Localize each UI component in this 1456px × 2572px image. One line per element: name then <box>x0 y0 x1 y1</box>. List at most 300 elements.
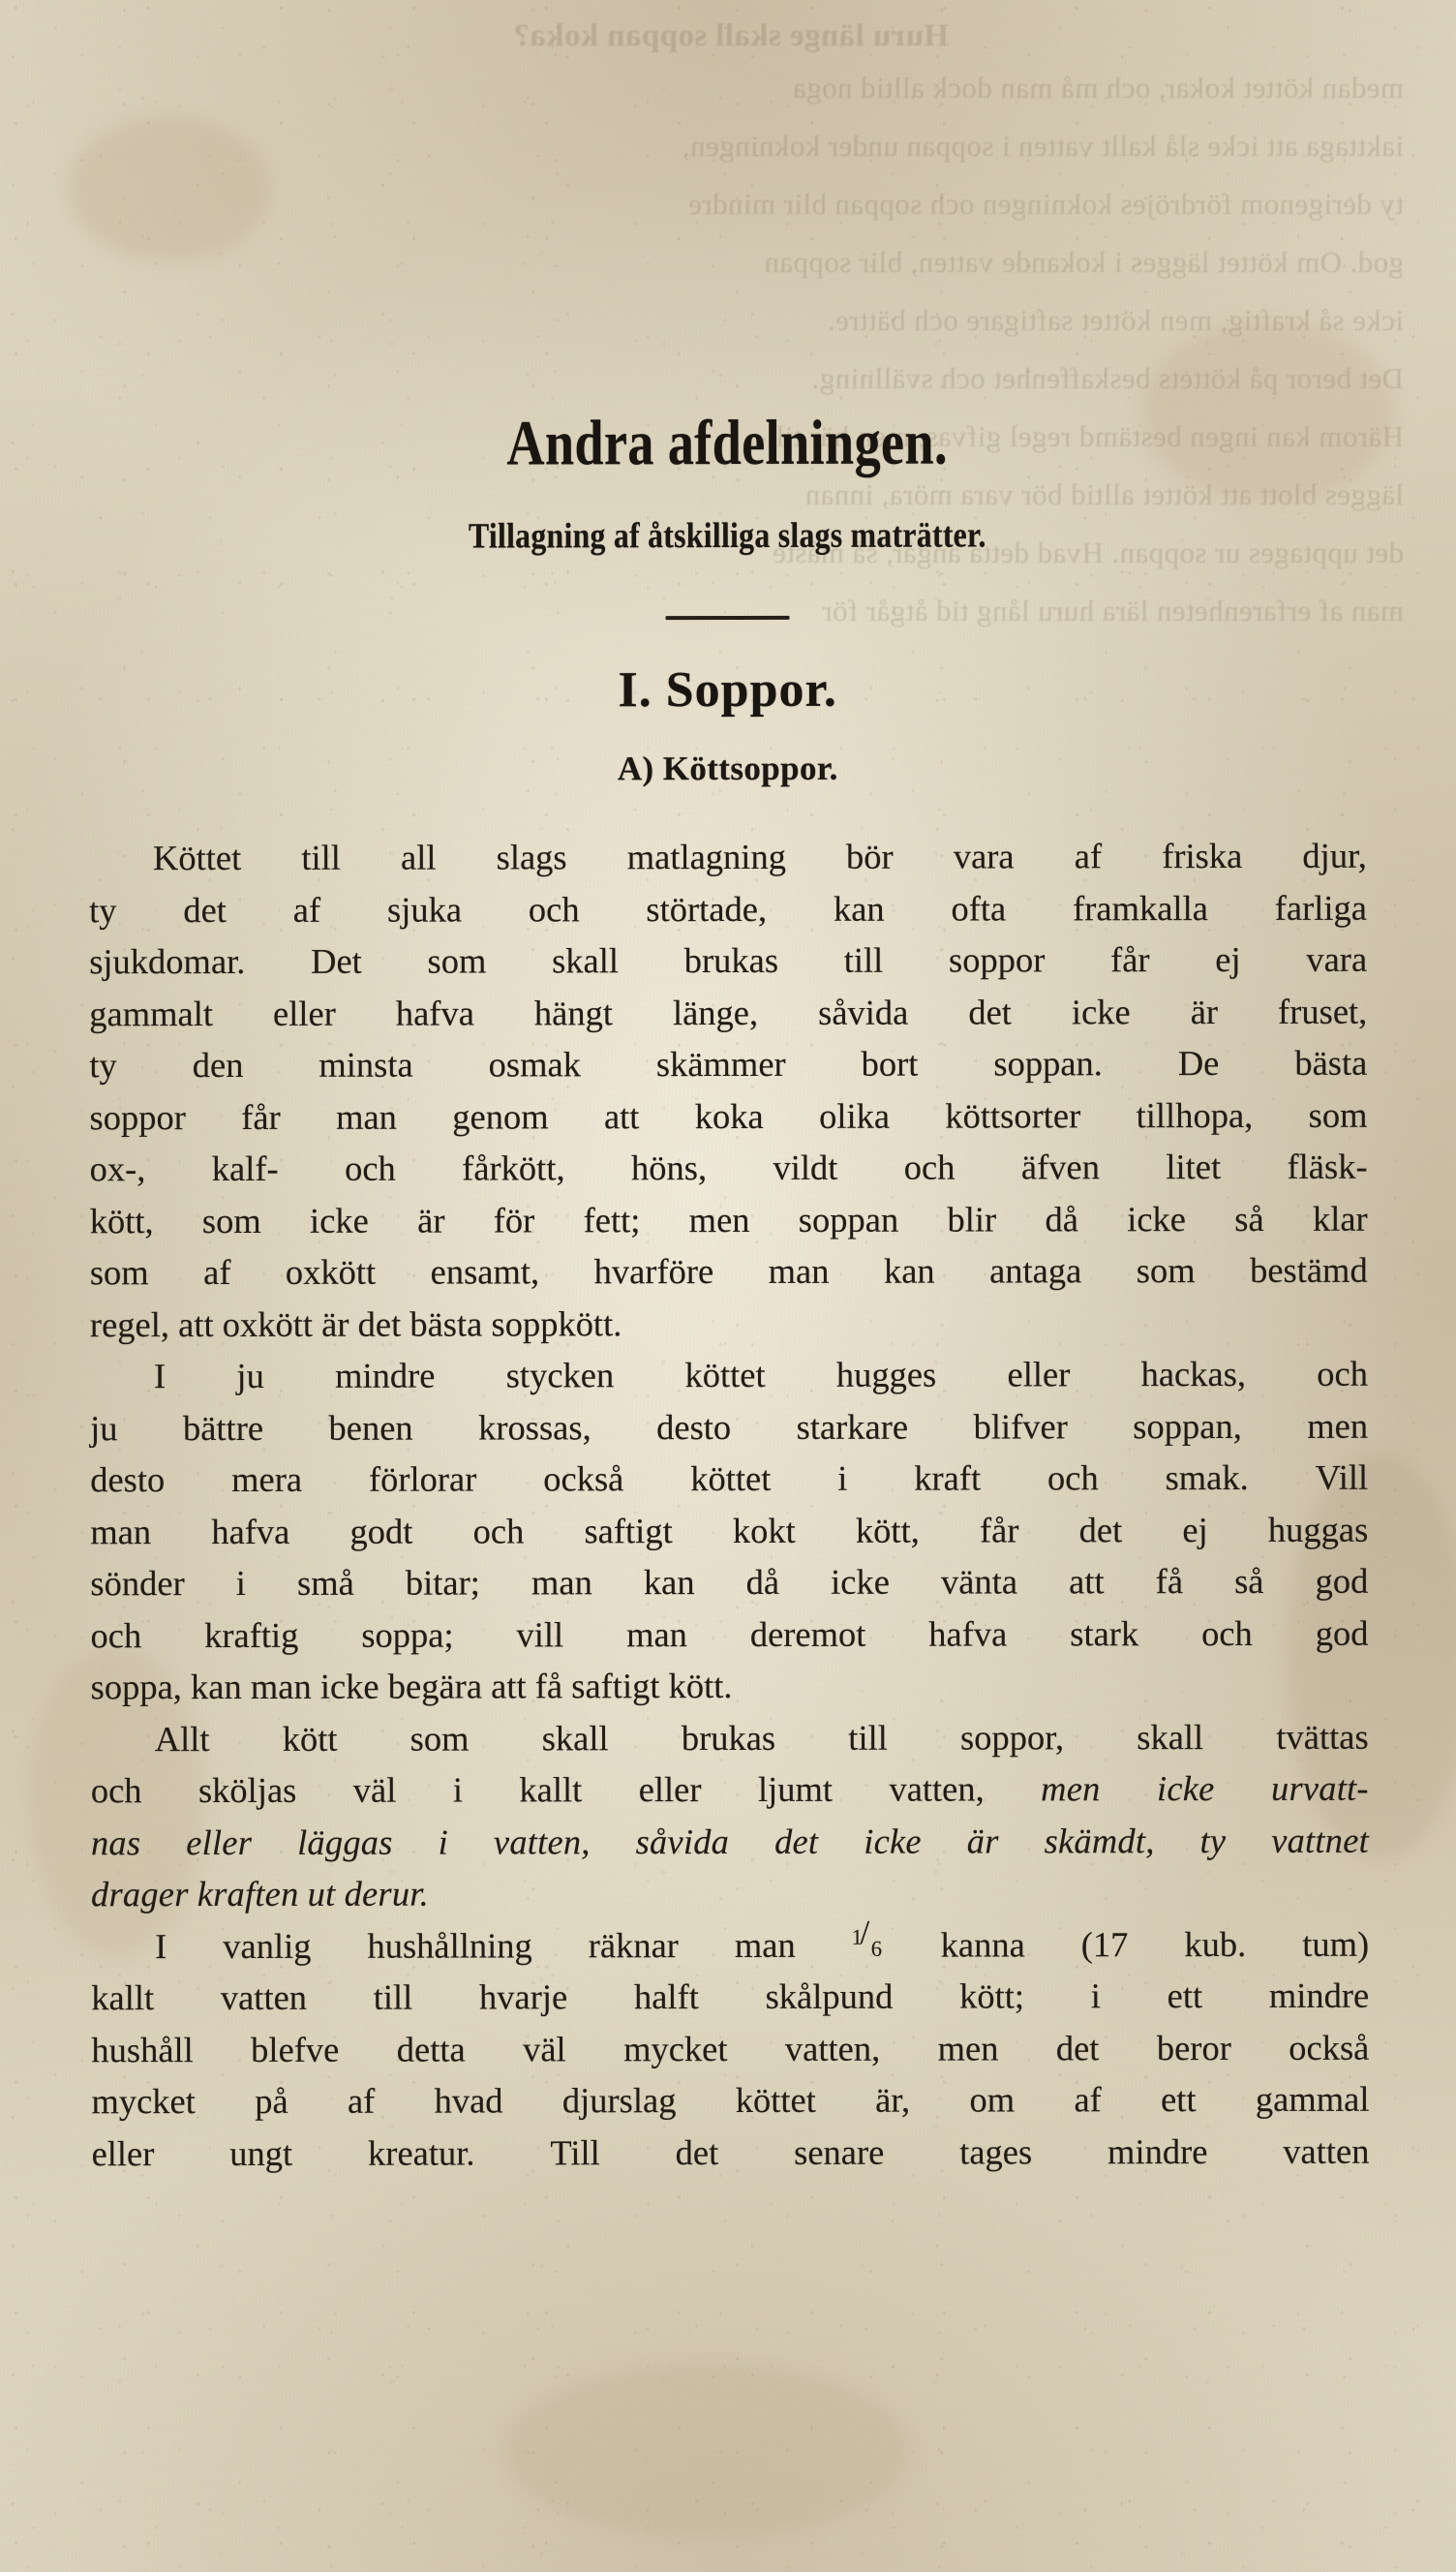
word: till <box>848 1717 888 1758</box>
paper-stain <box>503 2363 910 2537</box>
word: för <box>493 1199 535 1240</box>
page-subtitle: Tillagning af åtskilliga slags maträtter. <box>468 515 986 557</box>
word: ox-, <box>89 1148 146 1189</box>
word: man <box>90 1511 152 1551</box>
word: man <box>626 1613 687 1654</box>
paragraph <box>90 1348 1369 1713</box>
word: ju <box>90 1407 118 1448</box>
word: vatten, <box>784 2028 881 2068</box>
word: vatten, <box>493 1821 591 1861</box>
word: fett; <box>583 1199 641 1240</box>
word: icke <box>1071 991 1131 1031</box>
word: kallt <box>519 1769 583 1810</box>
word: man <box>531 1562 592 1603</box>
word: är, <box>875 2079 911 2120</box>
word: djur, <box>1302 835 1367 875</box>
word: kött <box>282 1718 338 1759</box>
show-through-line: Det beror på köttets beskaffenhet och svällning. <box>811 361 1404 395</box>
word: icke <box>1127 1198 1187 1239</box>
word: bästa <box>1294 1042 1368 1083</box>
word: som <box>201 1200 261 1240</box>
word: till <box>843 939 884 980</box>
text-line <box>91 1710 1369 1764</box>
word: kan <box>190 1666 242 1707</box>
text-line <box>91 2021 1369 2075</box>
word: vänta <box>940 1561 1018 1602</box>
word: äfven <box>1020 1147 1100 1187</box>
word: soppkött. <box>491 1302 622 1343</box>
word: ut <box>307 1873 336 1914</box>
word: och <box>90 1614 142 1655</box>
text-line <box>90 1141 1368 1195</box>
word: att <box>603 1095 640 1136</box>
word: eller <box>91 2132 155 2173</box>
text-line <box>90 1348 1368 1402</box>
word: Allt <box>154 1718 210 1759</box>
word: deremot <box>749 1613 866 1654</box>
word: som <box>89 1252 149 1293</box>
word: väl <box>352 1769 397 1810</box>
word: i <box>837 1457 848 1498</box>
word: desto <box>656 1406 732 1447</box>
word: god <box>1315 1612 1369 1653</box>
show-through-line: Huru länge skall soppan koka? <box>513 18 949 53</box>
word: köttet <box>735 2079 816 2120</box>
word: fårkött, <box>462 1148 565 1188</box>
word: ungt <box>229 2132 293 2173</box>
word: De <box>1177 1043 1220 1084</box>
word: mindre <box>1268 1975 1370 2015</box>
word: starkare <box>796 1406 909 1447</box>
word: soppa; <box>361 1614 454 1655</box>
word: soppan. <box>993 1043 1103 1084</box>
word: ej <box>1215 938 1241 980</box>
word: och <box>528 888 580 929</box>
word: minsta <box>318 1044 413 1085</box>
word: kub. <box>1184 1923 1247 1964</box>
word: som <box>410 1718 470 1759</box>
word: halft <box>633 1976 699 2017</box>
word: är <box>1190 991 1219 1031</box>
word: då <box>1045 1198 1078 1239</box>
word: och <box>1317 1353 1369 1393</box>
word: drager <box>90 1874 189 1914</box>
word: stark <box>1070 1612 1139 1653</box>
word: men <box>1307 1405 1369 1446</box>
body-text <box>89 830 1370 2180</box>
word: urvatt- <box>1270 1767 1369 1808</box>
word: koka <box>694 1095 764 1136</box>
word: man <box>768 1250 830 1291</box>
word: mindre <box>335 1355 436 1395</box>
word: blifver <box>973 1405 1068 1447</box>
word: af <box>1074 2079 1102 2120</box>
show-through-line: det upptages ur soppan. Hvad detta angår, så måste <box>772 536 1404 569</box>
word: vatten <box>1283 2130 1370 2171</box>
word: senare <box>794 2131 885 2172</box>
word: kraften <box>197 1873 299 1914</box>
text-line <box>90 1503 1368 1557</box>
word: störtade, <box>646 888 768 929</box>
word: vanlig <box>223 1925 312 1966</box>
word: vattnet <box>1271 1820 1369 1860</box>
word: eller <box>272 993 336 1033</box>
word: det <box>1055 2027 1100 2067</box>
word: räknar <box>588 1924 679 1965</box>
word: såvida <box>818 992 909 1032</box>
word: då <box>745 1561 780 1602</box>
word: bästa <box>410 1302 483 1344</box>
show-through-line: man af erfarenheten lära huru lång tid åtgår för <box>821 594 1404 628</box>
word: är <box>417 1200 445 1240</box>
word: soppan, <box>1133 1405 1242 1446</box>
text-line <box>90 1452 1368 1506</box>
word: får <box>979 1509 1019 1550</box>
word: kanna <box>940 1923 1025 1965</box>
word: huggas <box>1267 1509 1369 1549</box>
text-line <box>91 1659 1369 1713</box>
word: hafva <box>928 1612 1008 1654</box>
word: krossas, <box>478 1406 592 1447</box>
word: vatten <box>220 1976 308 2018</box>
word: man <box>734 1924 796 1965</box>
word: också <box>543 1458 624 1499</box>
text-line <box>91 1866 1369 1920</box>
word: det <box>1078 1509 1123 1549</box>
word: (17 <box>1080 1923 1129 1964</box>
word: länge, <box>672 992 759 1032</box>
word: väl <box>523 2028 566 2068</box>
word: hackas, <box>1140 1353 1247 1394</box>
word: ljumt <box>757 1768 834 1809</box>
word: det <box>774 1821 819 1861</box>
word: I <box>153 1356 167 1396</box>
word: i <box>438 1822 448 1862</box>
text-line <box>91 2125 1369 2179</box>
word: kött, <box>89 1200 154 1240</box>
word: ett <box>1167 1975 1203 2016</box>
word: regel, <box>89 1303 170 1344</box>
word: vatten, <box>889 1768 985 1809</box>
word: farliga <box>1274 887 1368 928</box>
word: vara <box>1306 938 1368 979</box>
word: nas <box>90 1822 141 1862</box>
word: ensamt, <box>430 1251 540 1292</box>
text-line <box>89 1037 1367 1091</box>
word: saftigt <box>584 1510 673 1550</box>
word: all <box>400 837 437 877</box>
word: mindre <box>1107 2130 1208 2171</box>
word: I <box>155 1925 167 1966</box>
word: så <box>1234 1560 1264 1601</box>
word: hushåll <box>91 2029 194 2069</box>
word: sjukdomar. <box>89 940 246 982</box>
word: att <box>178 1303 214 1344</box>
word: skålpund <box>765 1975 894 2016</box>
word: och <box>903 1147 956 1187</box>
word: icke <box>309 1200 369 1240</box>
word: icke <box>319 1666 379 1706</box>
word: kalf- <box>211 1148 279 1189</box>
word: mera <box>231 1458 303 1499</box>
word: fläsk- <box>1287 1146 1368 1186</box>
show-through-line: iakttaga att icke slå kallt vatten i soppan under kokningen, <box>682 129 1404 163</box>
word: skämdt, <box>1044 1820 1155 1860</box>
paragraph <box>91 1710 1369 1920</box>
word: detta <box>396 2029 466 2069</box>
word: är <box>321 1303 349 1344</box>
word: men <box>937 2027 999 2068</box>
word: små <box>296 1562 354 1603</box>
word: mycket <box>623 2028 728 2068</box>
word: som <box>1308 1094 1368 1135</box>
word: vildt <box>773 1147 838 1187</box>
word: god <box>1315 1560 1369 1601</box>
page-title: Andra afdelningen. <box>506 407 948 479</box>
word: skall <box>1137 1716 1204 1757</box>
word: och <box>1201 1612 1253 1653</box>
word: ty <box>89 889 117 930</box>
word: af <box>292 889 321 930</box>
text-line <box>89 881 1367 935</box>
word: oxkött <box>222 1303 314 1344</box>
word: ty <box>89 1045 117 1086</box>
horizontal-rule-divider <box>665 616 789 620</box>
word: kallt <box>91 1977 155 2018</box>
word: eller <box>1007 1354 1071 1394</box>
word: bestämd <box>1250 1249 1368 1290</box>
word: derur. <box>344 1873 429 1914</box>
word: soppor <box>948 939 1046 980</box>
word: att <box>491 1666 527 1706</box>
word: sjuka <box>386 889 463 930</box>
word: af <box>203 1251 231 1293</box>
word: soppor <box>89 1096 186 1137</box>
word: tvättas <box>1276 1716 1369 1757</box>
text-line <box>89 985 1367 1039</box>
word: icke <box>831 1561 890 1602</box>
fraction-one-sixth: 1 / 6 <box>851 1914 883 1961</box>
word: genom <box>452 1095 549 1137</box>
text-line <box>90 1296 1368 1350</box>
word: och <box>345 1148 396 1188</box>
word: kan <box>643 1562 695 1603</box>
word: vill <box>516 1613 564 1654</box>
word: till <box>301 837 341 877</box>
section-title: I. Soppor. <box>618 661 837 719</box>
word: kokt <box>732 1510 796 1550</box>
word: ty <box>1199 1820 1227 1860</box>
show-through-line: ty derigenom fördröjes kokningen och soppan blir mindre <box>687 187 1404 221</box>
word: förlorar <box>368 1458 477 1499</box>
word: gammalt <box>89 993 214 1033</box>
word: tages <box>959 2130 1033 2172</box>
word: och <box>472 1510 525 1551</box>
word: men <box>688 1199 750 1240</box>
word: som <box>1136 1250 1196 1291</box>
paragraph <box>91 1914 1370 2179</box>
word: också <box>1289 2027 1370 2067</box>
word: hugges <box>835 1354 937 1394</box>
word: brukas <box>681 1717 776 1758</box>
word: blir <box>947 1198 997 1240</box>
word: tillhopa, <box>1136 1094 1254 1135</box>
word: hvarföre <box>593 1251 714 1292</box>
text-line <box>89 1088 1367 1143</box>
word: litet <box>1166 1147 1222 1187</box>
word: till <box>373 1976 413 2017</box>
word: Till <box>550 2131 600 2172</box>
word: antaga <box>989 1250 1082 1291</box>
word: hängt <box>533 992 613 1032</box>
word: mycket <box>91 2081 196 2122</box>
word: desto <box>90 1459 166 1500</box>
word: kött, <box>855 1510 920 1550</box>
word: stycken <box>505 1355 615 1395</box>
word: ett <box>1161 2079 1197 2120</box>
word: eller <box>638 1769 702 1810</box>
word: hvad <box>434 2080 503 2121</box>
word: blefve <box>251 2029 340 2069</box>
text-line <box>91 1914 1370 1972</box>
word: icke <box>1156 1768 1215 1809</box>
text-line <box>91 1814 1369 1868</box>
show-through-line: god. Om köttet lägges i kokande vatten, blir soppan <box>764 245 1404 279</box>
word: som <box>427 940 487 981</box>
word: benen <box>328 1407 413 1448</box>
word: soppor, <box>959 1716 1065 1758</box>
text-line <box>90 1244 1368 1299</box>
word: få <box>1155 1561 1184 1602</box>
word: i <box>452 1769 463 1810</box>
word: oxkött <box>285 1251 377 1292</box>
word: Köttet <box>152 837 242 878</box>
word: skall <box>541 1717 609 1758</box>
text-line <box>89 830 1367 884</box>
word: djurslag <box>561 2080 677 2121</box>
word: och <box>1046 1457 1099 1498</box>
word: det <box>675 2131 719 2172</box>
word: läggas <box>297 1822 393 1862</box>
text-line <box>91 1762 1369 1817</box>
word: smak. <box>1165 1456 1249 1498</box>
word: får <box>1110 939 1150 980</box>
word: slags <box>496 837 567 877</box>
word: kött; <box>959 1975 1025 2016</box>
word: vara <box>953 836 1015 876</box>
word: osmak <box>488 1044 581 1085</box>
word: af <box>347 2080 376 2121</box>
word: begära <box>387 1666 483 1706</box>
word: soppan <box>798 1199 899 1240</box>
word: bättre <box>182 1407 264 1448</box>
word: ofta <box>951 887 1007 929</box>
show-through-line: Härom kan ingen bestämd regel gifvas, men här till- <box>756 419 1404 453</box>
word: eller <box>186 1822 253 1862</box>
word: hvarje <box>478 1976 568 2017</box>
word: kreatur. <box>367 2132 475 2173</box>
word: kött. <box>668 1665 733 1706</box>
show-through-line: medan köttet kokar, och må man dock alltid noga <box>792 71 1404 105</box>
word: skall <box>552 940 620 981</box>
show-through-line: icke så kraftig, men köttet saftigare och bättre. <box>827 303 1404 337</box>
word: så <box>1234 1198 1264 1239</box>
text-line <box>89 934 1367 988</box>
word: det <box>183 889 227 930</box>
show-through-line: lägges blott att köttet alltid bör vara möra, innan <box>804 477 1404 511</box>
word: den <box>192 1044 244 1086</box>
word: hafva <box>395 993 474 1033</box>
word: bort <box>861 1043 919 1084</box>
word: kan <box>883 1250 935 1291</box>
word: matlagning <box>626 836 786 877</box>
word: sköljas <box>197 1769 297 1811</box>
word: skämmer <box>655 1043 786 1085</box>
word: beror <box>1156 2027 1231 2067</box>
word: olika <box>819 1095 891 1136</box>
word: fruset, <box>1277 991 1368 1031</box>
word: och <box>90 1770 142 1811</box>
word: kraft <box>914 1457 982 1498</box>
text-line <box>91 2073 1369 2128</box>
word: framkalla <box>1073 887 1208 928</box>
word: ju <box>236 1355 264 1395</box>
word: köttet <box>690 1457 772 1499</box>
word: klar <box>1312 1198 1368 1239</box>
word: sönder <box>90 1563 185 1604</box>
word: köttsorter <box>945 1094 1081 1136</box>
word: om <box>969 2079 1016 2120</box>
word: saftigt <box>571 1666 660 1706</box>
word: ej <box>1182 1509 1208 1549</box>
word: såvida <box>635 1821 730 1861</box>
word: få <box>534 1666 563 1706</box>
word: Vill <box>1315 1456 1369 1497</box>
word: man <box>336 1096 397 1137</box>
word: brukas <box>683 939 779 981</box>
word: friska <box>1162 835 1243 876</box>
word: att <box>1069 1561 1105 1602</box>
paragraph <box>89 830 1368 1351</box>
word: får <box>241 1096 281 1137</box>
word: höns, <box>630 1148 708 1188</box>
word: bör <box>845 836 894 876</box>
word: gammal <box>1255 2078 1370 2119</box>
subsection-title: A) Köttsoppor. <box>617 749 838 788</box>
text-line <box>90 1607 1368 1661</box>
word: i <box>235 1562 246 1603</box>
word: det <box>357 1303 402 1344</box>
word: godt <box>349 1511 413 1551</box>
word: i <box>1090 1975 1101 2016</box>
word <box>851 1914 885 1971</box>
word: köttet <box>684 1354 766 1395</box>
word: men <box>1041 1768 1101 1809</box>
text-line <box>90 1399 1368 1454</box>
word: det <box>968 991 1012 1032</box>
word: icke <box>864 1821 922 1861</box>
word: tum) <box>1302 1923 1370 1964</box>
word: af <box>1074 836 1103 876</box>
text-line <box>90 1555 1368 1609</box>
word: på <box>255 2080 288 2121</box>
word: bitar; <box>405 1562 480 1603</box>
word: hushållning <box>367 1924 532 1966</box>
word: soppa, <box>90 1667 182 1707</box>
word: kraftig <box>204 1614 299 1655</box>
word: man <box>250 1666 312 1706</box>
word: hafva <box>211 1511 290 1551</box>
